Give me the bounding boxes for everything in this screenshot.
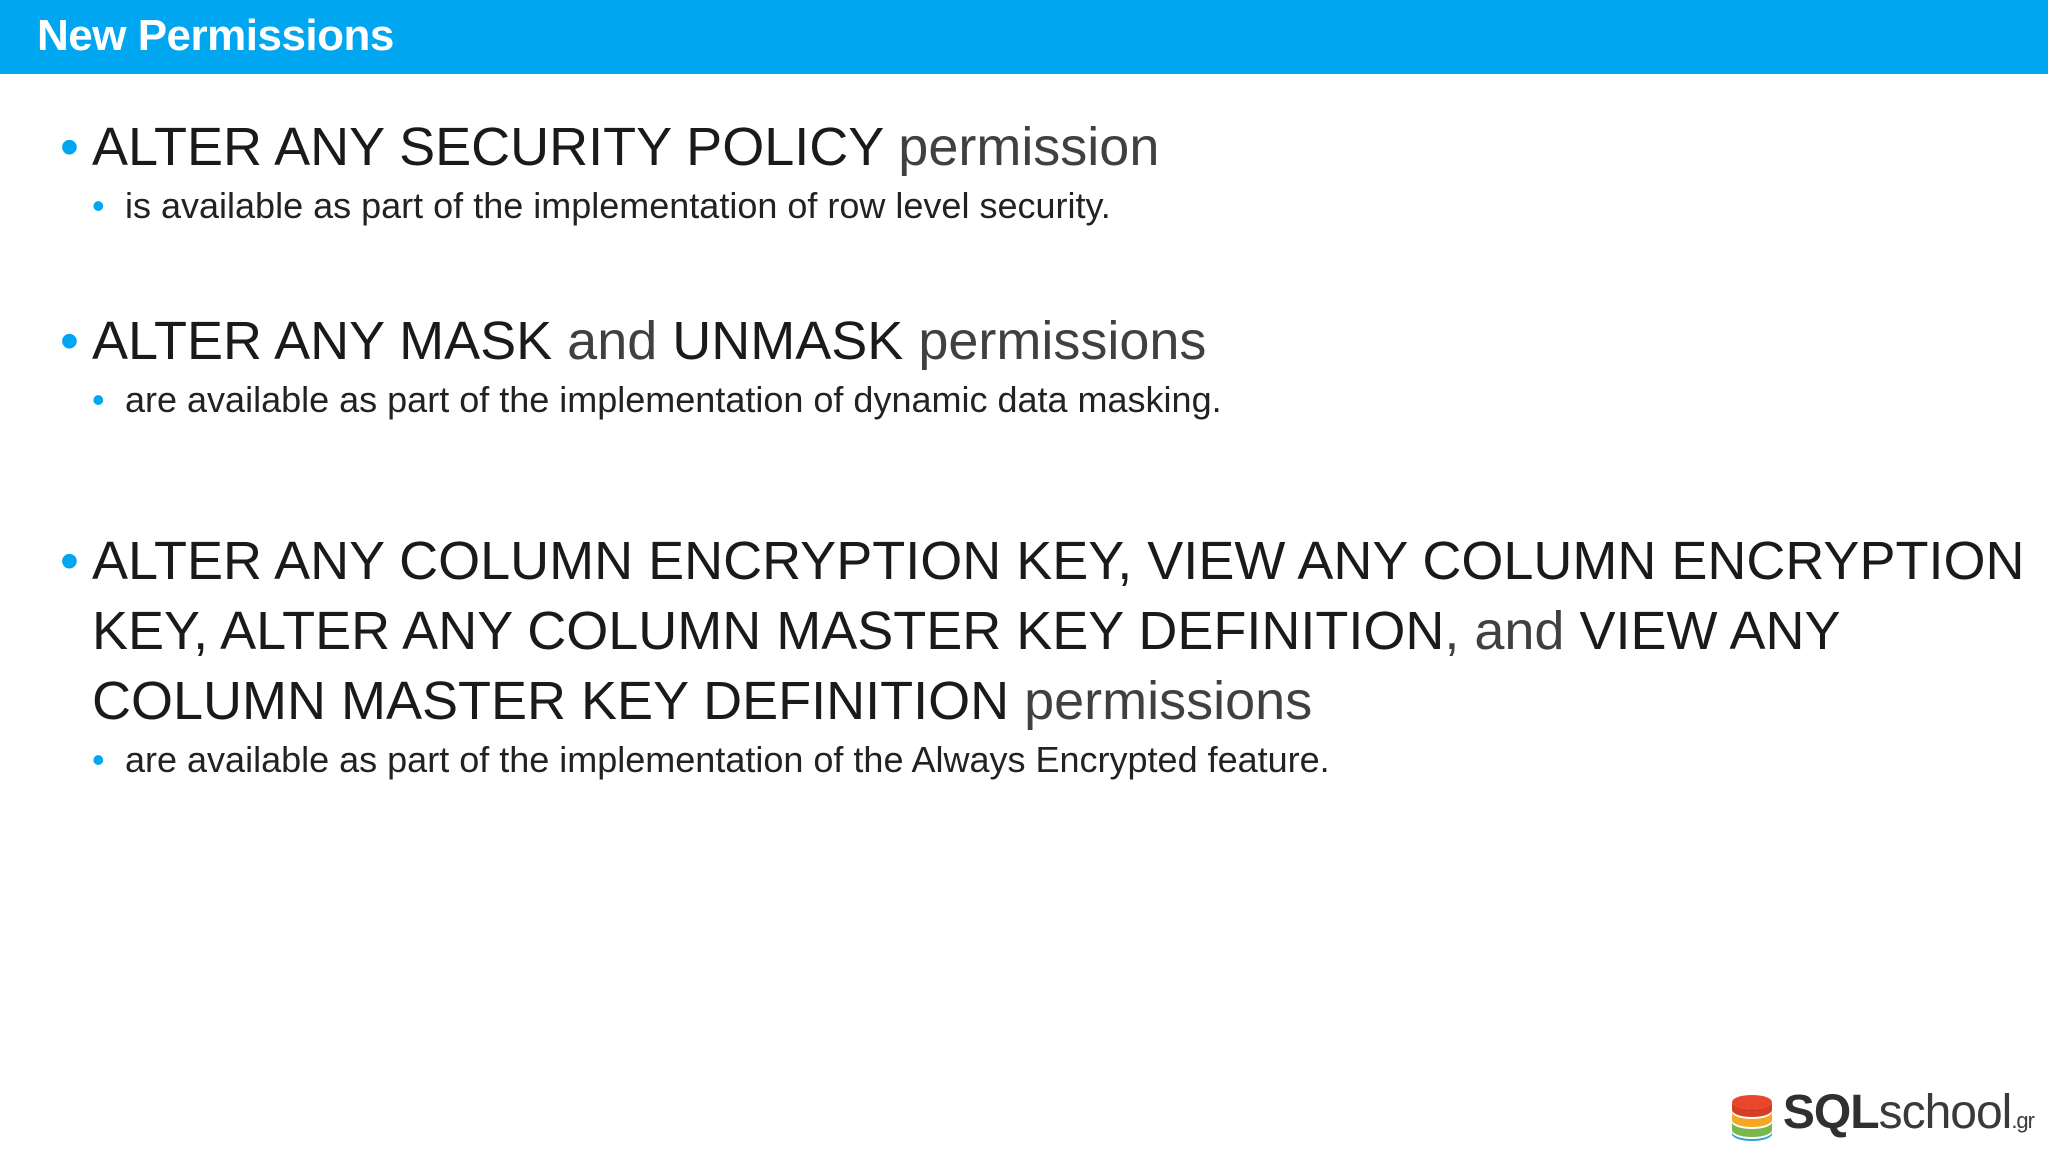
bullet-dot-icon: •: [60, 117, 79, 177]
logo-tld-text: .gr: [2011, 1108, 2034, 1133]
permission-name: COLUMN MASTER KEY DEFINITION: [92, 671, 1010, 731]
sub-bullet-text: are available as part of the implementation of the Always Encrypted feature.: [125, 739, 1330, 780]
conjunction-text: , and: [1444, 601, 1580, 661]
permission-name: UNMASK: [672, 311, 904, 371]
permission-name: ALTER ANY COLUMN ENCRYPTION KEY, VIEW ANY COLUMN ENCRYPTION: [92, 531, 2025, 591]
bullet-dot-icon: •: [60, 531, 79, 591]
title-bar: [0, 0, 2048, 74]
bullet-line-1: [92, 526, 2024, 596]
logo-sql-text: SQL: [1782, 1086, 1879, 1139]
slide-title: New Permissions: [37, 11, 394, 60]
logo-school-text: school: [1878, 1086, 2012, 1139]
bullet-main-text: [60, 306, 1222, 376]
logo-wordmark: [1783, 1085, 2034, 1149]
bullet-dot-icon: •: [60, 311, 79, 371]
sub-bullet-text: are available as part of the implementation of dynamic data masking.: [125, 379, 1222, 420]
permission-name: ALTER ANY MASK: [92, 311, 553, 371]
sub-bullet: [92, 184, 1159, 228]
logo-layer-top: [1732, 1095, 1772, 1109]
sub-bullet-text: is available as part of the implementation of row level security.: [125, 185, 1111, 226]
database-stack-icon: [1729, 1092, 1775, 1142]
bullet-main-text: [60, 526, 2024, 736]
sub-bullet: [92, 378, 1222, 422]
sub-bullet: [92, 738, 2024, 782]
bullet-main-text: [60, 112, 1159, 182]
slide-body: [0, 74, 2048, 1152]
bullet-line-2: [92, 596, 2024, 666]
conjunction-text: and: [552, 311, 673, 371]
sub-bullet-dot-icon: •: [92, 379, 105, 420]
permission-name: KEY, ALTER ANY COLUMN MASTER KEY DEFINITION: [92, 601, 1445, 661]
permission-suffix: permissions: [903, 311, 1207, 371]
bullet-security-policy: [60, 112, 1159, 228]
sub-bullet-dot-icon: •: [92, 739, 105, 780]
permission-suffix: permissions: [1009, 671, 1313, 731]
bullet-line-3: [92, 666, 2024, 736]
permission-name: VIEW ANY: [1579, 601, 1841, 661]
permission-name: ALTER ANY SECURITY POLICY: [92, 117, 884, 177]
sub-bullet-dot-icon: •: [92, 185, 105, 226]
bullet-mask-unmask: [60, 306, 1222, 422]
permission-suffix: permission: [883, 117, 1160, 177]
sqlschool-logo: [1729, 1086, 2034, 1148]
bullet-column-encryption: [60, 526, 2024, 782]
